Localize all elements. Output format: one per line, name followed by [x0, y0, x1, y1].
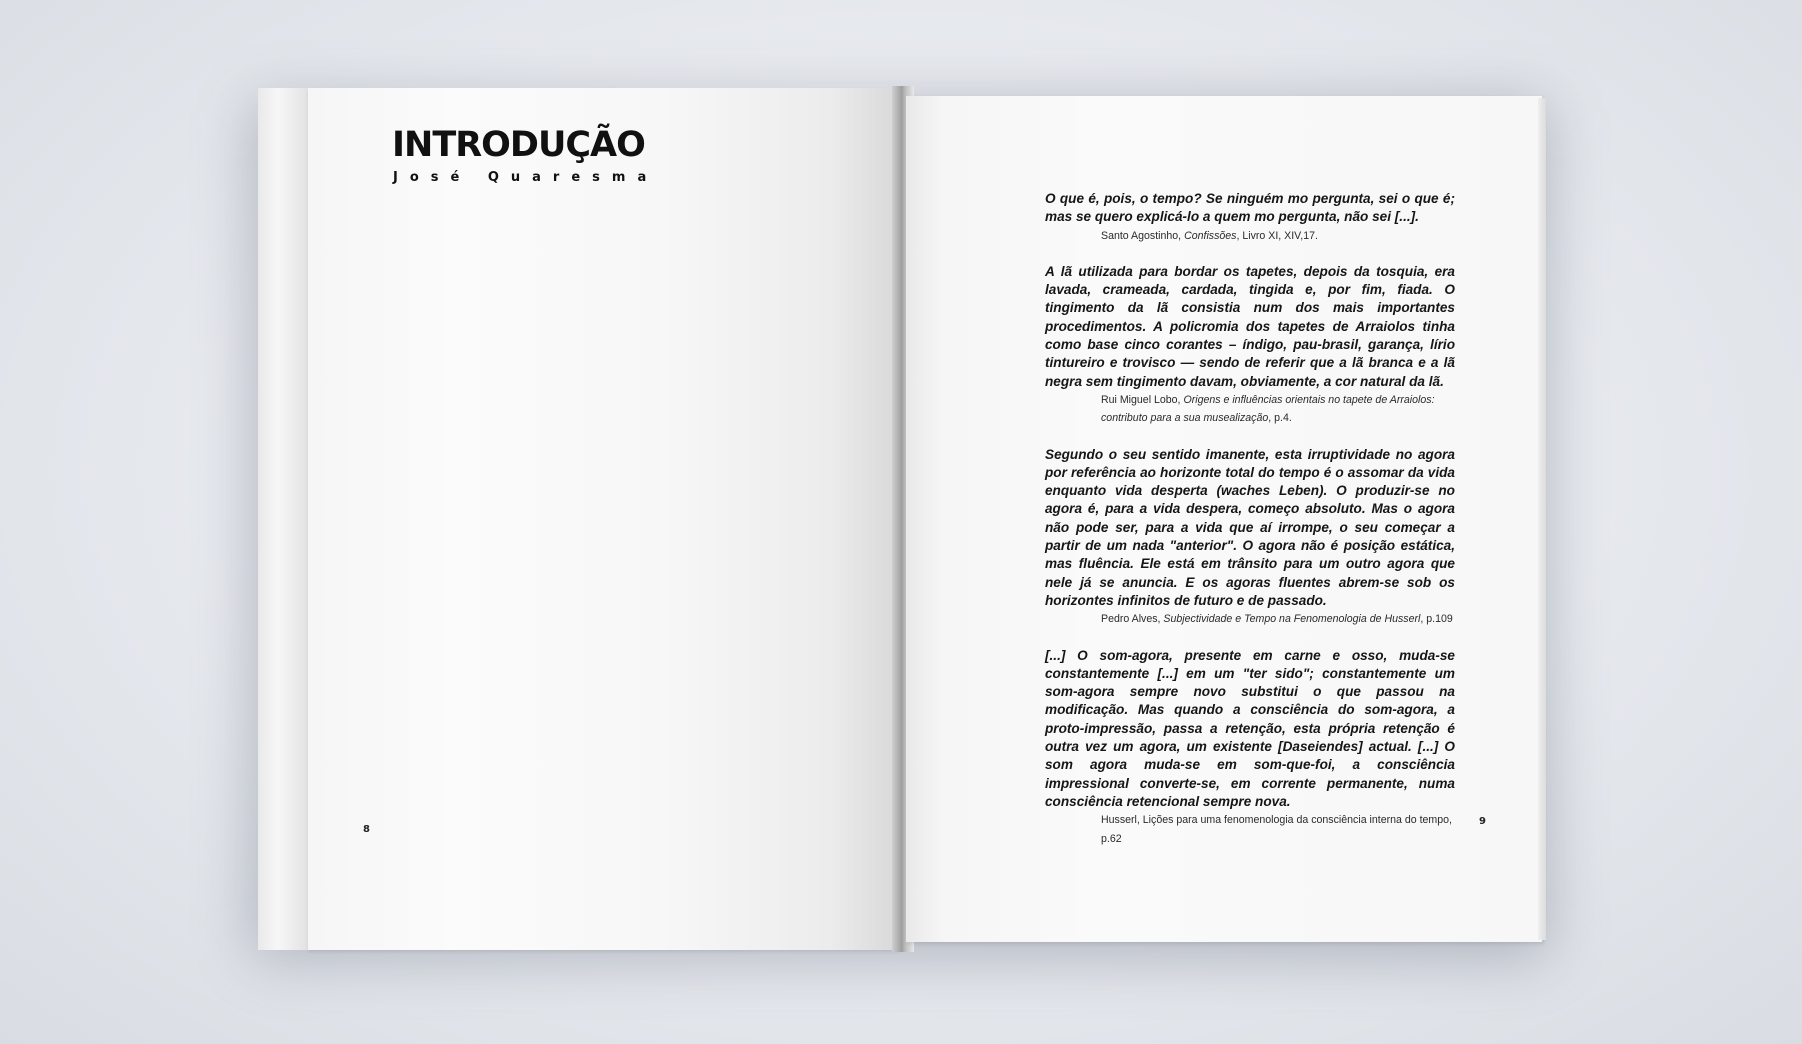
- source-author: Rui Miguel Lobo,: [1101, 393, 1184, 406]
- source-work: Confissões: [1184, 229, 1237, 242]
- book-cover-edge: [258, 88, 309, 950]
- epigraph-quotes: [1045, 190, 1455, 866]
- left-page: [308, 88, 900, 950]
- quote-block: [1045, 446, 1455, 629]
- quote-source: [1101, 227, 1455, 245]
- chapter-title: INTRODUÇÃO: [392, 125, 645, 165]
- quote-text: A lã utilizada para bordar os tapetes, depois da tosquia, era lavada, crameada, cardada, tingida e, por fim, fiada. O tingimento da lã consistia num dos mais importantes procedimentos. A policromia dos tapetes de Arraiolos tinha como base cinco corantes – índigo, pau-brasil, garança, lírio tintureiro e trovisco — sendo de referir que a lã branca e a lã negra sem tingimento davam, obviamente, a cor natural da lã.: [1045, 263, 1455, 389]
- source-ref: , p.4.: [1268, 412, 1292, 425]
- quote-source: [1101, 811, 1455, 848]
- source-author: Pedro Alves,: [1101, 613, 1164, 626]
- chapter-author: José Quaresma: [393, 170, 659, 185]
- source-ref: , Livro XI, XIV,17.: [1236, 229, 1318, 242]
- quote-text: [...] O som-agora, presente em carne e osso, muda-se constantemente [...] em um "ter sido"; constantemente um som-agora sempre novo substitui o que passou na modificação. Mas quando a consciência do som-agora, a proto-impressão, passa a retenção, esta própria retenção é outra vez um agora, um existente [Daseiendes] actual. [...] O som agora muda-se em som-que-foi, a consciência impressional converte-se, em corrente permanente, numa consciência retencional sempre nova.: [1045, 647, 1455, 809]
- quote-block: [1045, 190, 1455, 245]
- source-work: Origens e influências orientais no tapete de Arraiolos: contributo para a sua musealização: [1101, 393, 1435, 425]
- page-number-left: 8: [363, 824, 370, 835]
- source-author: Santo Agostinho,: [1101, 229, 1185, 242]
- quote-source: [1101, 610, 1455, 628]
- quote-block: [1045, 647, 1455, 848]
- source-ref: , p.109: [1420, 613, 1453, 626]
- quote-text: O que é, pois, o tempo? Se ninguém mo pergunta, sei o que é; mas se quero explicá-lo a quem mo pergunta, não sei [...].: [1045, 191, 1455, 225]
- page-number-right: 9: [1479, 816, 1486, 827]
- quote-source: [1101, 391, 1455, 428]
- source-author: Husserl, Lições para uma fenomenologia da consciência interna do tempo, p.62: [1101, 814, 1452, 845]
- right-page-edge: [1538, 98, 1546, 940]
- quote-text: Segundo o seu sentido imanente, esta irruptividade no agora por referência ao horizonte total do tempo é o assomar da vida enquanto vida desperta (waches Leben). O produzir-se no agora é, para a vida despera, começo absoluto. Mas o agora não pode ser, para a vida que aí irrompe, o seu começar a partir de um nada "anterior". O agora não é posição estática, mas fluência. Ele está em trânsito para um outro agora que nele já se anuncia. E os agoras fluentes abrem-se sob os horizontes infinitos de futuro e de passado.: [1045, 446, 1455, 608]
- quote-block: [1045, 263, 1455, 428]
- source-work: Subjectividade e Tempo na Fenomenologia de Husserl: [1163, 613, 1421, 626]
